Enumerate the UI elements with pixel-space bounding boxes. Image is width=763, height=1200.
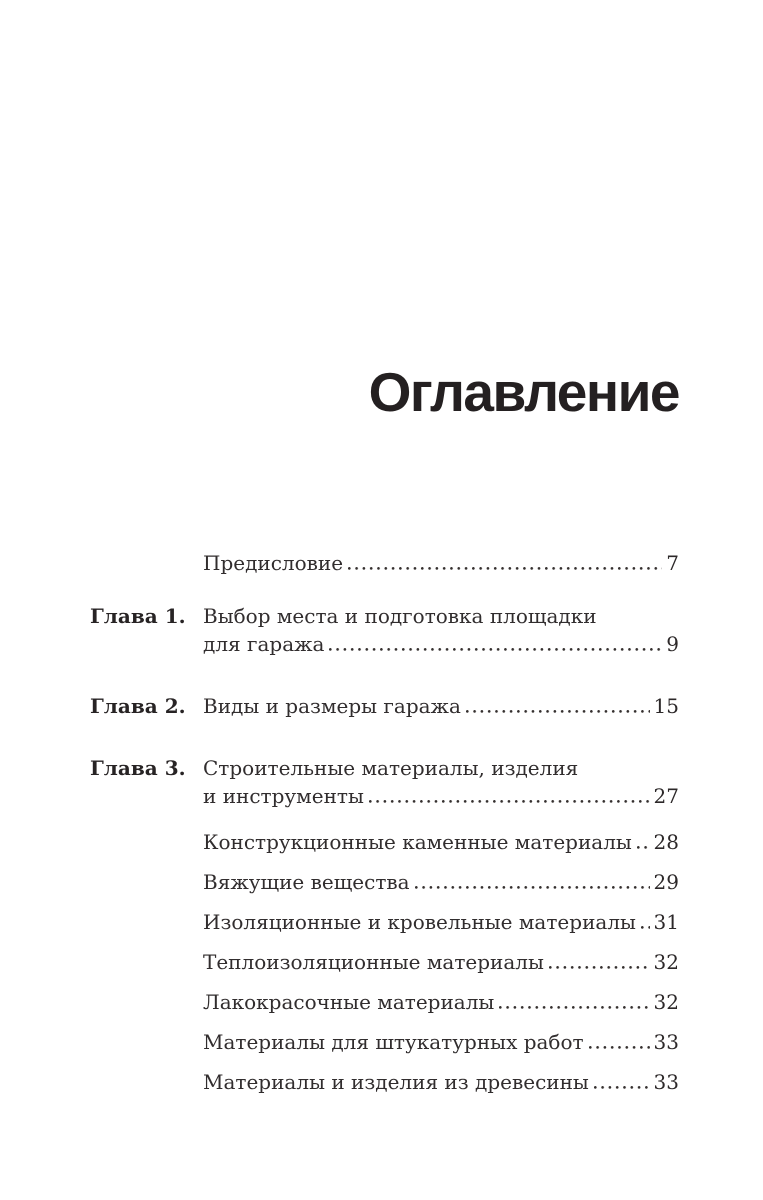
toc-entry-last-line bbox=[203, 988, 679, 1016]
toc-entry-body bbox=[203, 692, 679, 720]
toc-entry-last-line bbox=[203, 1028, 679, 1056]
toc-entry-chapter-label: Глава 1. bbox=[90, 604, 186, 628]
toc-entry-title: Лакокрасочные материалы bbox=[203, 990, 495, 1014]
toc-entry-page-number: 29 bbox=[653, 870, 679, 894]
toc-entry-last-line bbox=[203, 828, 679, 856]
toc-entry-body bbox=[203, 602, 679, 658]
toc-entry bbox=[90, 908, 679, 936]
toc-entry-title: Изоляционные и кровельные материалы bbox=[203, 910, 636, 934]
toc-entry-body bbox=[203, 549, 679, 577]
dot-leader bbox=[369, 800, 650, 803]
dot-leader bbox=[329, 648, 662, 651]
toc-entry-last-line bbox=[203, 868, 679, 896]
dot-leader bbox=[415, 886, 650, 889]
toc-entry-last-line bbox=[203, 549, 679, 577]
toc-entry-page-number: 31 bbox=[653, 910, 679, 934]
dot-leader bbox=[466, 710, 650, 713]
toc-entry-title: и инструменты bbox=[203, 784, 364, 808]
toc-entry bbox=[90, 1068, 679, 1096]
toc-entry bbox=[90, 549, 679, 577]
toc-entry-last-line bbox=[203, 948, 679, 976]
toc-entry-body bbox=[203, 988, 679, 1016]
toc-entry-page-number: 33 bbox=[653, 1030, 679, 1054]
toc-entry bbox=[90, 1028, 679, 1056]
toc-entry-title: Вяжущие вещества bbox=[203, 870, 410, 894]
toc-entry-page-number: 15 bbox=[653, 694, 679, 718]
toc-entry-last-line bbox=[203, 908, 679, 936]
toc-entry-title: Конструкционные каменные материалы bbox=[203, 830, 632, 854]
dot-leader bbox=[589, 1046, 650, 1049]
toc-entry-body bbox=[203, 1068, 679, 1096]
toc-entry-title: Предисловие bbox=[203, 551, 344, 575]
toc-entry-last-line bbox=[203, 782, 679, 810]
toc-entry-last-line bbox=[203, 630, 679, 658]
toc-entry bbox=[90, 828, 679, 856]
dot-leader bbox=[637, 846, 650, 849]
toc-entry bbox=[90, 988, 679, 1016]
table-of-contents bbox=[90, 549, 679, 1096]
toc-entry-title: для гаража bbox=[203, 632, 325, 656]
toc-entry bbox=[90, 754, 679, 810]
dot-leader bbox=[499, 1006, 649, 1009]
toc-entry-body bbox=[203, 1028, 679, 1056]
toc-entry-page-number: 27 bbox=[653, 784, 679, 808]
toc-entry-title: Материалы для штукатурных работ bbox=[203, 1030, 584, 1054]
toc-entry-title: Теплоизоляционные материалы bbox=[203, 950, 544, 974]
dot-leader bbox=[549, 966, 650, 969]
toc-entry-title: Материалы и изделия из древесины bbox=[203, 1070, 589, 1094]
toc-entry-page-number: 28 bbox=[653, 830, 679, 854]
toc-entry bbox=[90, 602, 679, 658]
toc-entry-body bbox=[203, 754, 679, 810]
toc-entry bbox=[90, 692, 679, 720]
page-title: Оглавление bbox=[368, 361, 679, 423]
toc-entry-body bbox=[203, 868, 679, 896]
toc-entry-page-number: 7 bbox=[666, 551, 679, 575]
toc-entry bbox=[90, 948, 679, 976]
toc-entry-body bbox=[203, 908, 679, 936]
toc-entry-page-number: 32 bbox=[653, 990, 679, 1014]
toc-entry-last-line bbox=[203, 1068, 679, 1096]
toc-entry-title-line: Выбор места и подготовка площадки bbox=[203, 604, 597, 628]
toc-entry-page-number: 33 bbox=[653, 1070, 679, 1094]
dot-leader bbox=[641, 926, 650, 929]
toc-entry-page-number: 32 bbox=[653, 950, 679, 974]
toc-entry-body bbox=[203, 828, 679, 856]
toc-entry bbox=[90, 868, 679, 896]
dot-leader bbox=[348, 567, 662, 570]
toc-entry-body bbox=[203, 948, 679, 976]
toc-entry-title-line: Строительные материалы, изделия bbox=[203, 756, 579, 780]
toc-entry-title: Виды и размеры гаража bbox=[203, 694, 461, 718]
toc-entry-last-line bbox=[203, 692, 679, 720]
toc-entry-page-number: 9 bbox=[666, 632, 679, 656]
toc-entry-chapter-label: Глава 3. bbox=[90, 756, 186, 780]
dot-leader bbox=[594, 1086, 650, 1089]
toc-entry-chapter-label: Глава 2. bbox=[90, 694, 186, 718]
